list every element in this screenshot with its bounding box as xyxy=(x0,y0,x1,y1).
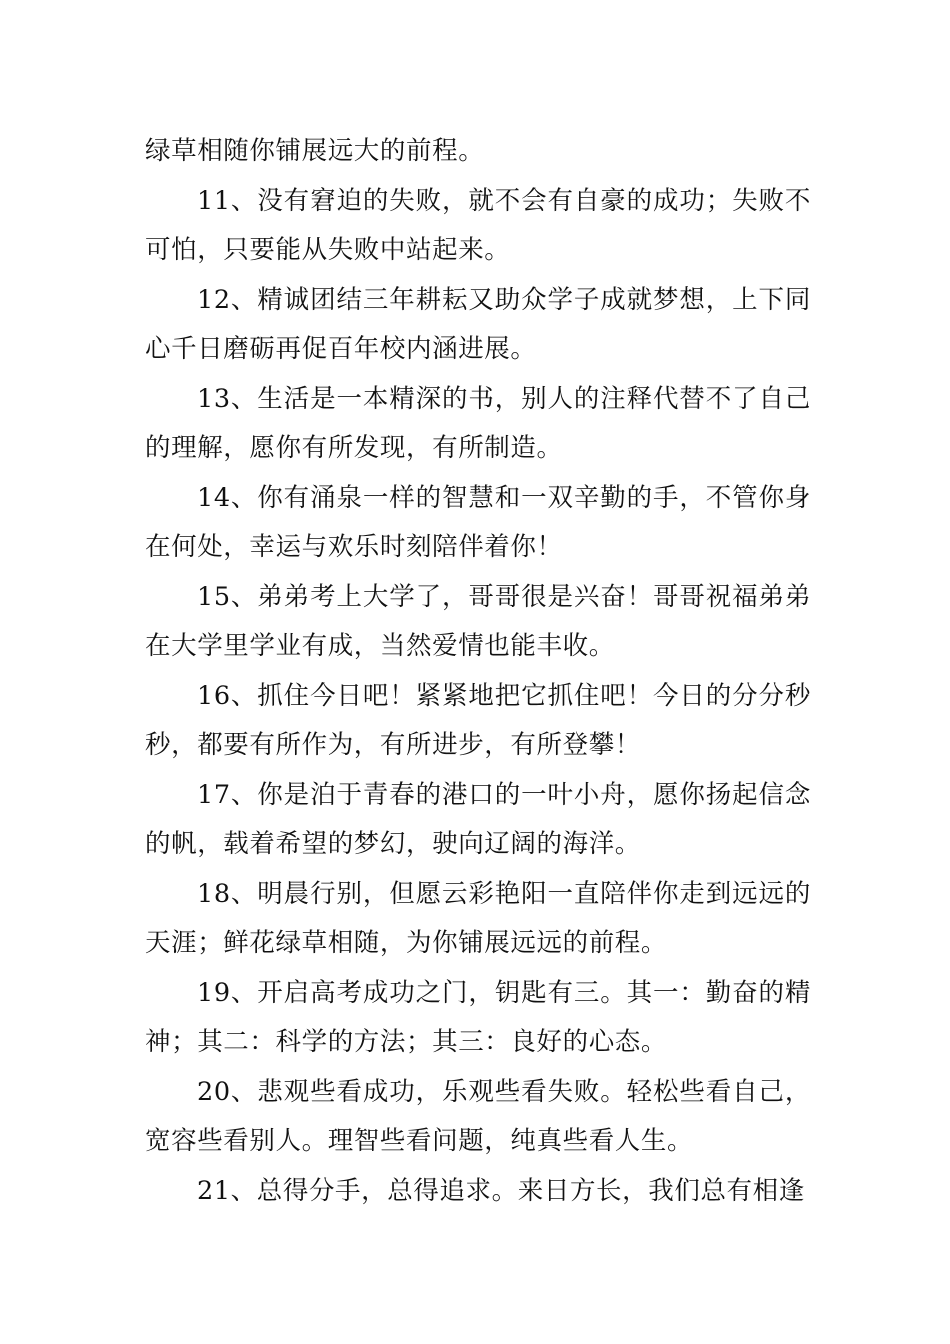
paragraph-20: 20、悲观些看成功，乐观些看失败。轻松些看自己，宽容些看别人。理智些看问题，纯真些看人生。 xyxy=(145,1076,811,1156)
paragraph-17: 17、你是泊于青春的港口的一叶小舟，愿你扬起信念的帆，载着希望的梦幻，驶向辽阔的海洋。 xyxy=(145,779,811,859)
paragraph-15: 15、弟弟考上大学了，哥哥很是兴奋！哥哥祝福弟弟在大学里学业有成，当然爱情也能丰收。 xyxy=(145,581,811,661)
paragraph-11: 11、没有窘迫的失败，就不会有自豪的成功；失败不可怕，只要能从失败中站起来。 xyxy=(145,185,811,265)
paragraph-19: 19、开启高考成功之门，钥匙有三。其一：勤奋的精神；其二：科学的方法；其三：良好的心态。 xyxy=(145,977,811,1057)
paragraph-16: 16、抓住今日吧！紧紧地把它抓住吧！今日的分分秒秒，都要有所作为，有所进步，有所登攀！ xyxy=(145,680,811,760)
paragraph-18: 18、明晨行别，但愿云彩艳阳一直陪伴你走到远远的天涯；鲜花绿草相随，为你铺展远远的前程。 xyxy=(145,878,811,958)
paragraph-14: 14、你有涌泉一样的智慧和一双辛勤的手，不管你身在何处，幸运与欢乐时刻陪伴着你！ xyxy=(145,482,811,562)
paragraph-continuation: 绿草相随你铺展远大的前程。 xyxy=(145,136,485,166)
document-body xyxy=(145,127,811,1216)
paragraph-21: 21、总得分手，总得追求。来日方长，我们总有相逢 xyxy=(197,1175,805,1206)
paragraph-12: 12、精诚团结三年耕耘又助众学子成就梦想，上下同心千日磨砺再促百年校内涵进展。 xyxy=(145,284,811,364)
paragraph-13: 13、生活是一本精深的书，别人的注释代替不了自己的理解，愿你有所发现，有所制造。 xyxy=(145,383,811,463)
